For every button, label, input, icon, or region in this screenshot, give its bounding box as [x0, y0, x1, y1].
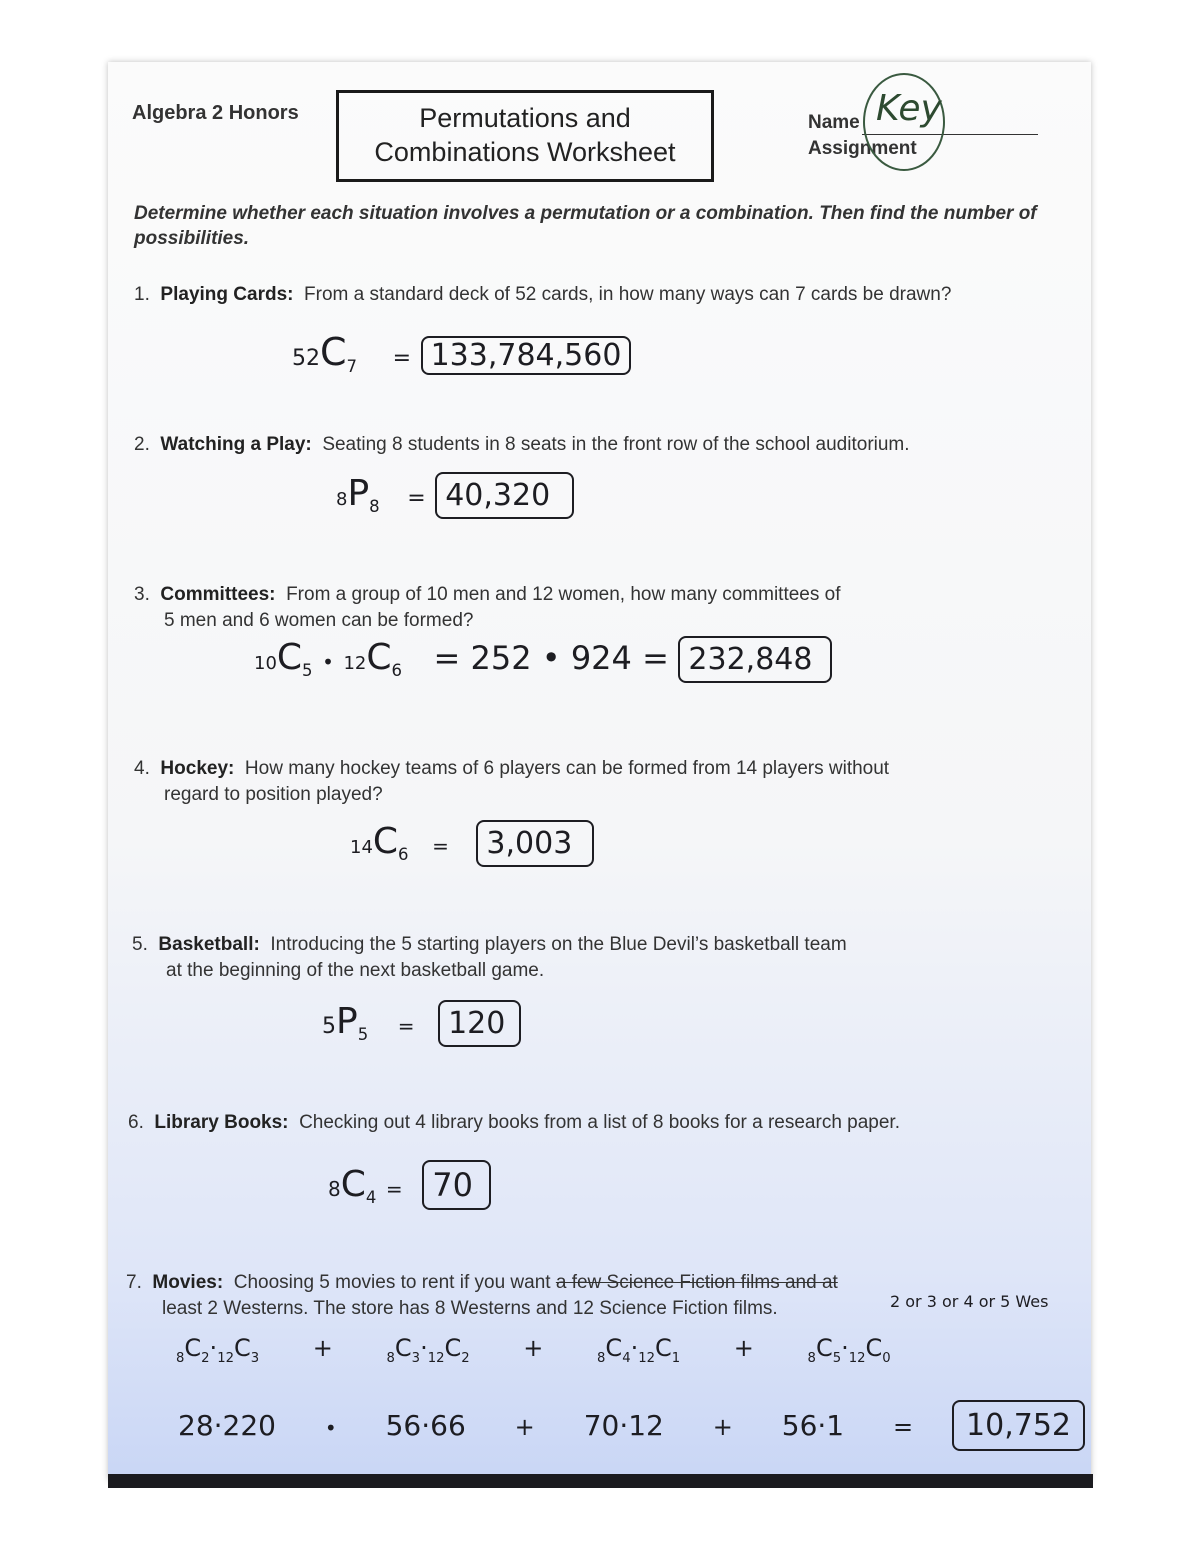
- worksheet-title-box: [336, 90, 714, 182]
- term-2: $_8C_3\cdot_{12}C_2$: [386, 1334, 470, 1366]
- page-shadow-edge: [108, 1474, 1093, 1488]
- work-6: $8C_4 = 70$: [328, 1160, 491, 1210]
- work-4: $14C_6 = 3,003$: [350, 820, 594, 867]
- question-6: 6. Library Books: Checking out 4 library books from a list of 8 books for a research paper.: [128, 1112, 900, 1133]
- work-2: $8P_8 = 40,320$: [336, 472, 574, 519]
- work-7-products: 28·220 • 56·66 + 70·12 + 56·1 = 10,752: [178, 1400, 1085, 1451]
- margin-note: 2 or 3 or 4 or 5 Wes: [890, 1292, 1049, 1311]
- answer-4: 3,003: [476, 820, 594, 867]
- work-7-combination-terms: $_8C_2\cdot_{12}C_3 + _8C_3\cdot_{12}C_2 + _8C_4\cdot_{12}C_1 + _8C_5\cdot_{12}C_0$: [176, 1334, 891, 1366]
- title-line-1: Permutations and: [419, 103, 631, 134]
- struck-text: a few Science Fiction films and at: [555, 1272, 838, 1293]
- question-1: 1. Playing Cards: From a standard deck of 52 cards, in how many ways can 7 cards be drawn?: [134, 284, 952, 305]
- name-label: Name: [808, 112, 860, 133]
- title-line-2: Combinations Worksheet: [374, 137, 676, 167]
- answer-1: 133,784,560: [421, 336, 632, 375]
- term-4: $_8C_5\cdot_{12}C_0$: [807, 1334, 891, 1366]
- question-2: 2. Watching a Play: Seating 8 students in 8 seats in the front row of the school auditorium.: [134, 434, 910, 455]
- course-name: Algebra 2 Honors: [132, 102, 299, 124]
- work-5: $5P_5 = 120$: [322, 1000, 521, 1047]
- answer-3: 232,848: [678, 636, 832, 683]
- question-4: 4. Hockey: How many hockey teams of 6 players can be formed from 14 players without regard to position played?: [134, 758, 890, 805]
- question-3: 3. Committees: From a group of 10 men and 12 women, how many committees of 5 men and 6 women can be formed?: [134, 584, 841, 631]
- answer-6: 70: [422, 1160, 491, 1210]
- work-1: $52C_7 = 133,784,560$: [292, 330, 631, 376]
- question-7: 7. Movies: Choosing 5 movies to rent if you want a few Science Fiction films and at least 2 Westerns. The store has 8 Westerns and 12 Science Fiction films.: [126, 1272, 838, 1319]
- answer-2: 40,320: [435, 472, 574, 519]
- term-1: $_8C_2\cdot_{12}C_3$: [176, 1334, 260, 1366]
- term-3: $_8C_4\cdot_{12}C_1$: [597, 1334, 681, 1366]
- answer-7: 10,752: [952, 1400, 1085, 1451]
- answer-5: 120: [438, 1000, 521, 1047]
- question-5: 5. Basketball: Introducing the 5 starting players on the Blue Devil’s basketball team at the beginning of the next basketball game.: [132, 934, 847, 981]
- work-3: $10C_5$ • $12C_6 = 252$ • 924 = 232,848: [254, 636, 832, 683]
- assignment-label: Assignment: [808, 138, 917, 159]
- name-value: Key: [876, 88, 942, 129]
- instructions: Determine whether each situation involves a permutation or a combination. Then find the number of possibilities.: [134, 203, 1037, 249]
